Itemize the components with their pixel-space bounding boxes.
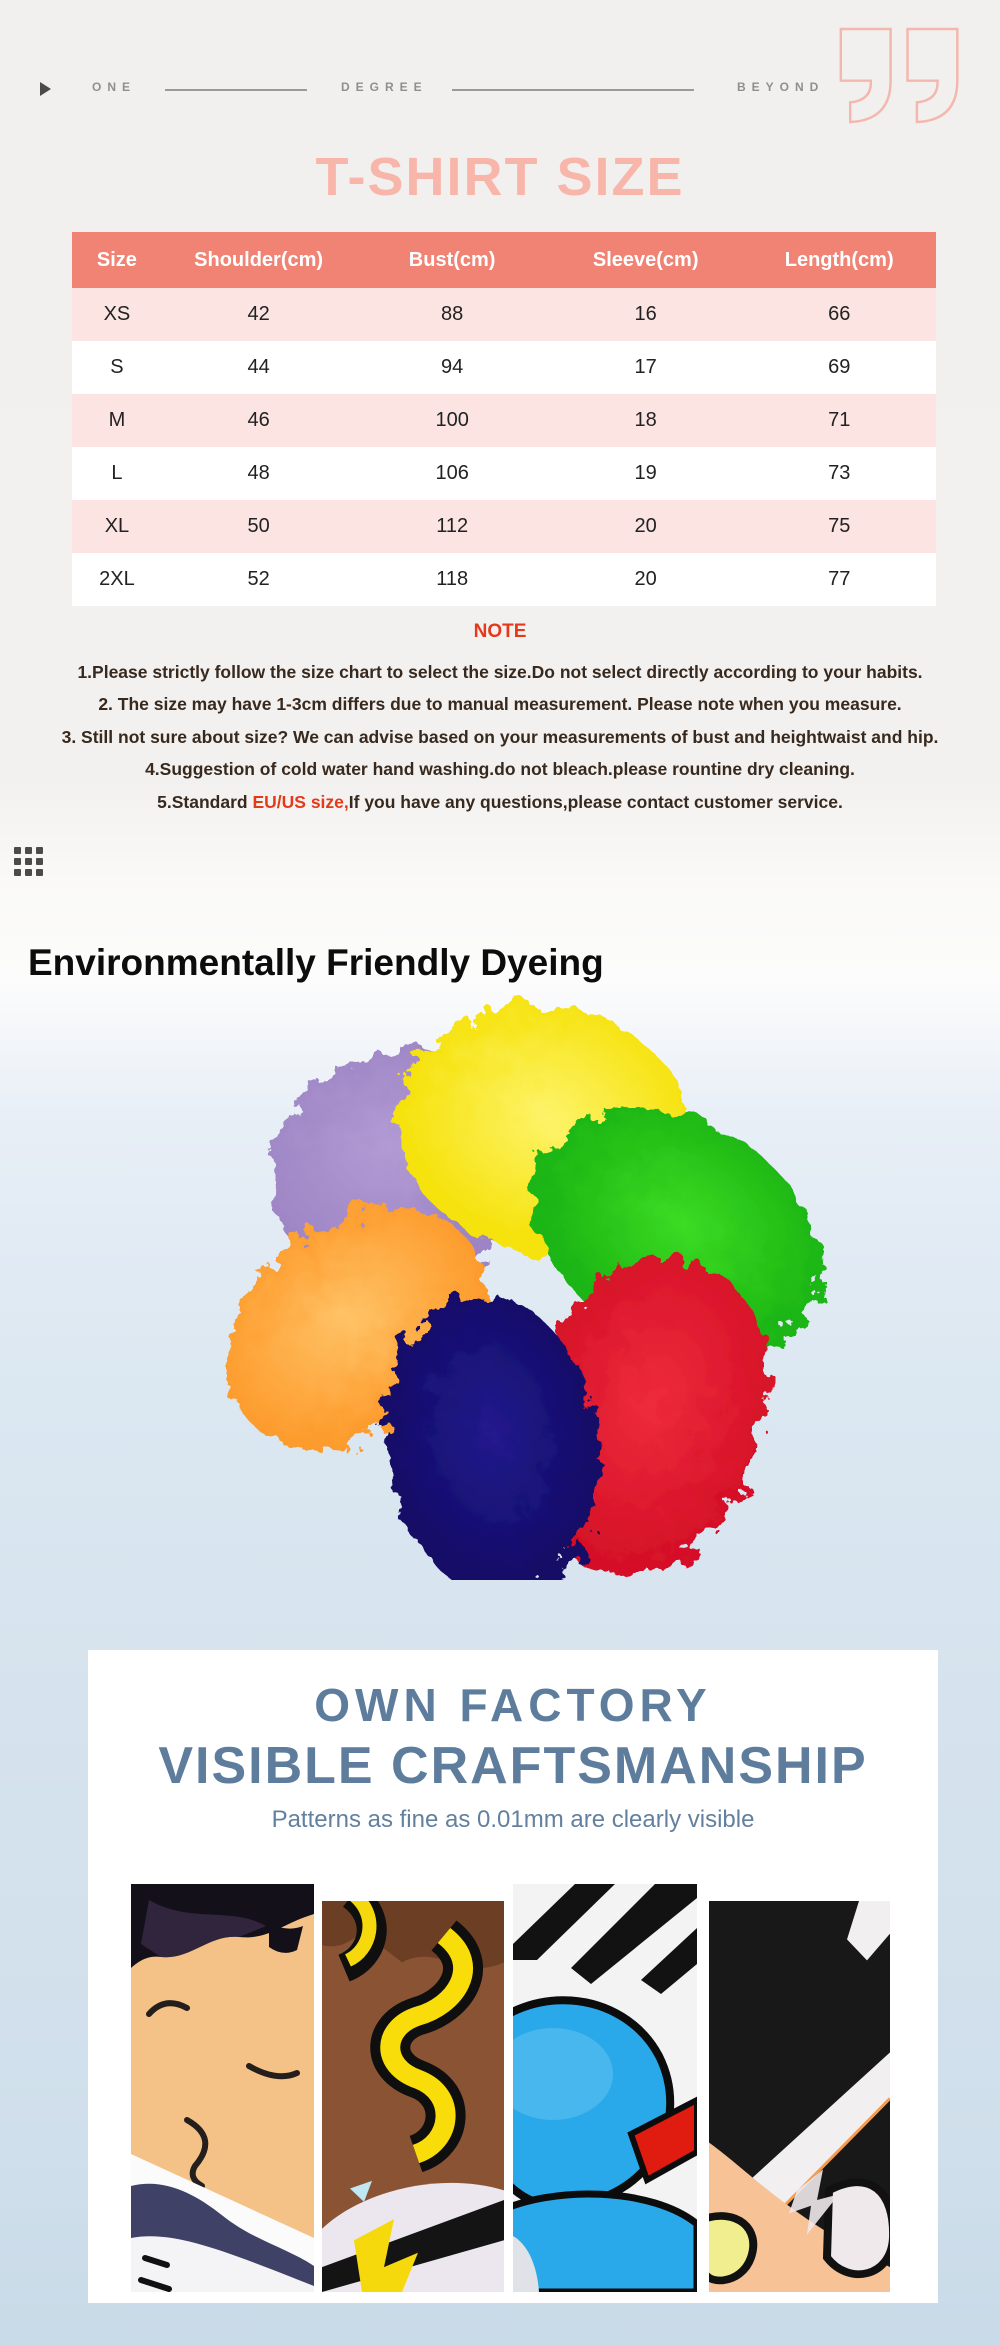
grid-dots-icon [14, 847, 43, 876]
table-cell: 118 [436, 568, 469, 590]
table-cell: 16 [634, 303, 657, 325]
note-line5-highlight: EU/US size, [252, 791, 349, 812]
dyeing-section-title: Environmentally Friendly Dyeing [28, 942, 604, 983]
table-cell: 88 [441, 303, 464, 325]
table-row-m [72, 394, 936, 447]
table-cell: 73 [828, 462, 851, 484]
size-chart-title: T-SHIRT SIZE [315, 147, 685, 207]
table-header-cell: Length(cm) [784, 248, 894, 271]
table-cell: S [110, 356, 124, 378]
table-cell: 2XL [99, 568, 135, 590]
brand-word-degree: DEGREE [341, 80, 428, 94]
note-line: 4.Suggestion of cold water hand washing.do not bleach.please rountine dry cleaning. [145, 759, 855, 780]
table-cell: 75 [828, 515, 851, 537]
table-cell: 69 [828, 356, 851, 378]
table-cell: 77 [828, 568, 851, 590]
table-cell: 20 [634, 568, 657, 590]
brand-word-beyond: BEYOND [737, 80, 825, 94]
table-cell: 71 [828, 409, 851, 431]
table-row-xl [72, 500, 936, 553]
table-cell: 112 [436, 515, 469, 537]
table-cell: 46 [247, 409, 270, 431]
fabric-swatch-skin-cartoon [131, 1884, 314, 2292]
table-row-2xl [72, 553, 936, 606]
table-cell: 18 [634, 409, 657, 431]
table-cell: 52 [247, 568, 270, 590]
table-cell: 100 [435, 409, 469, 431]
table-cell: 42 [247, 303, 270, 325]
note-line: 1.Please strictly follow the size chart to select the size.Do not select directly according to your habits. [77, 662, 923, 682]
table-cell: 106 [435, 462, 469, 484]
table-cell: XL [104, 515, 130, 537]
brand-divider-line [452, 89, 694, 91]
double-quote-icon [838, 26, 962, 131]
size-table [72, 232, 936, 606]
fabric-swatch-yellow-swirl [322, 1901, 504, 2292]
table-cell: 20 [634, 515, 657, 537]
table-header-cell: Size [96, 248, 137, 271]
dye-powder-flower-image [215, 995, 850, 1580]
table-cell: 17 [634, 356, 657, 378]
note-line: 3. Still not sure about size? We can advise based on your measurements of bust and heightwaist and hip. [61, 726, 939, 747]
brand-divider-line [165, 89, 307, 91]
note-line5-prefix: 5.Standard [157, 791, 253, 812]
factory-card [88, 1650, 938, 2303]
fabric-swatch-black-stripe [709, 1901, 890, 2292]
note-line [0, 786, 1000, 818]
table-cell: 19 [634, 462, 657, 484]
table-cell: 50 [247, 515, 270, 537]
table-row-s [72, 341, 936, 394]
table-header-cell: Shoulder(cm) [194, 248, 324, 271]
note-line: 2. The size may have 1-3cm differs due to manual measurement. Please note when you measure. [98, 694, 902, 715]
play-triangle-icon [40, 82, 51, 96]
note-text-block [0, 656, 1000, 818]
table-row-xs [72, 288, 936, 341]
factory-heading-line2: VISIBLE CRAFTSMANSHIP [158, 1737, 868, 1795]
table-header-row [72, 232, 936, 288]
table-header-cell: Bust(cm) [408, 248, 496, 271]
factory-heading-line1: OWN FACTORY [314, 1679, 712, 1731]
note-line5-suffix: If you have any questions,please contact customer service. [348, 791, 843, 812]
table-row-l [72, 447, 936, 500]
table-cell: 48 [247, 462, 270, 484]
table-cell: L [111, 462, 123, 484]
brand-word-one: ONE [92, 80, 137, 94]
table-header-cell: Sleeve(cm) [592, 248, 699, 271]
table-cell: XS [103, 303, 131, 325]
factory-subtitle: Patterns as fine as 0.01mm are clearly visible [271, 1806, 755, 1833]
fabric-swatch-blue-cartoon [513, 1884, 697, 2292]
table-cell: 44 [247, 356, 270, 378]
table-cell: 94 [441, 356, 464, 378]
table-cell: M [108, 409, 126, 431]
note-heading: NOTE [473, 621, 527, 642]
table-cell: 66 [828, 303, 851, 325]
